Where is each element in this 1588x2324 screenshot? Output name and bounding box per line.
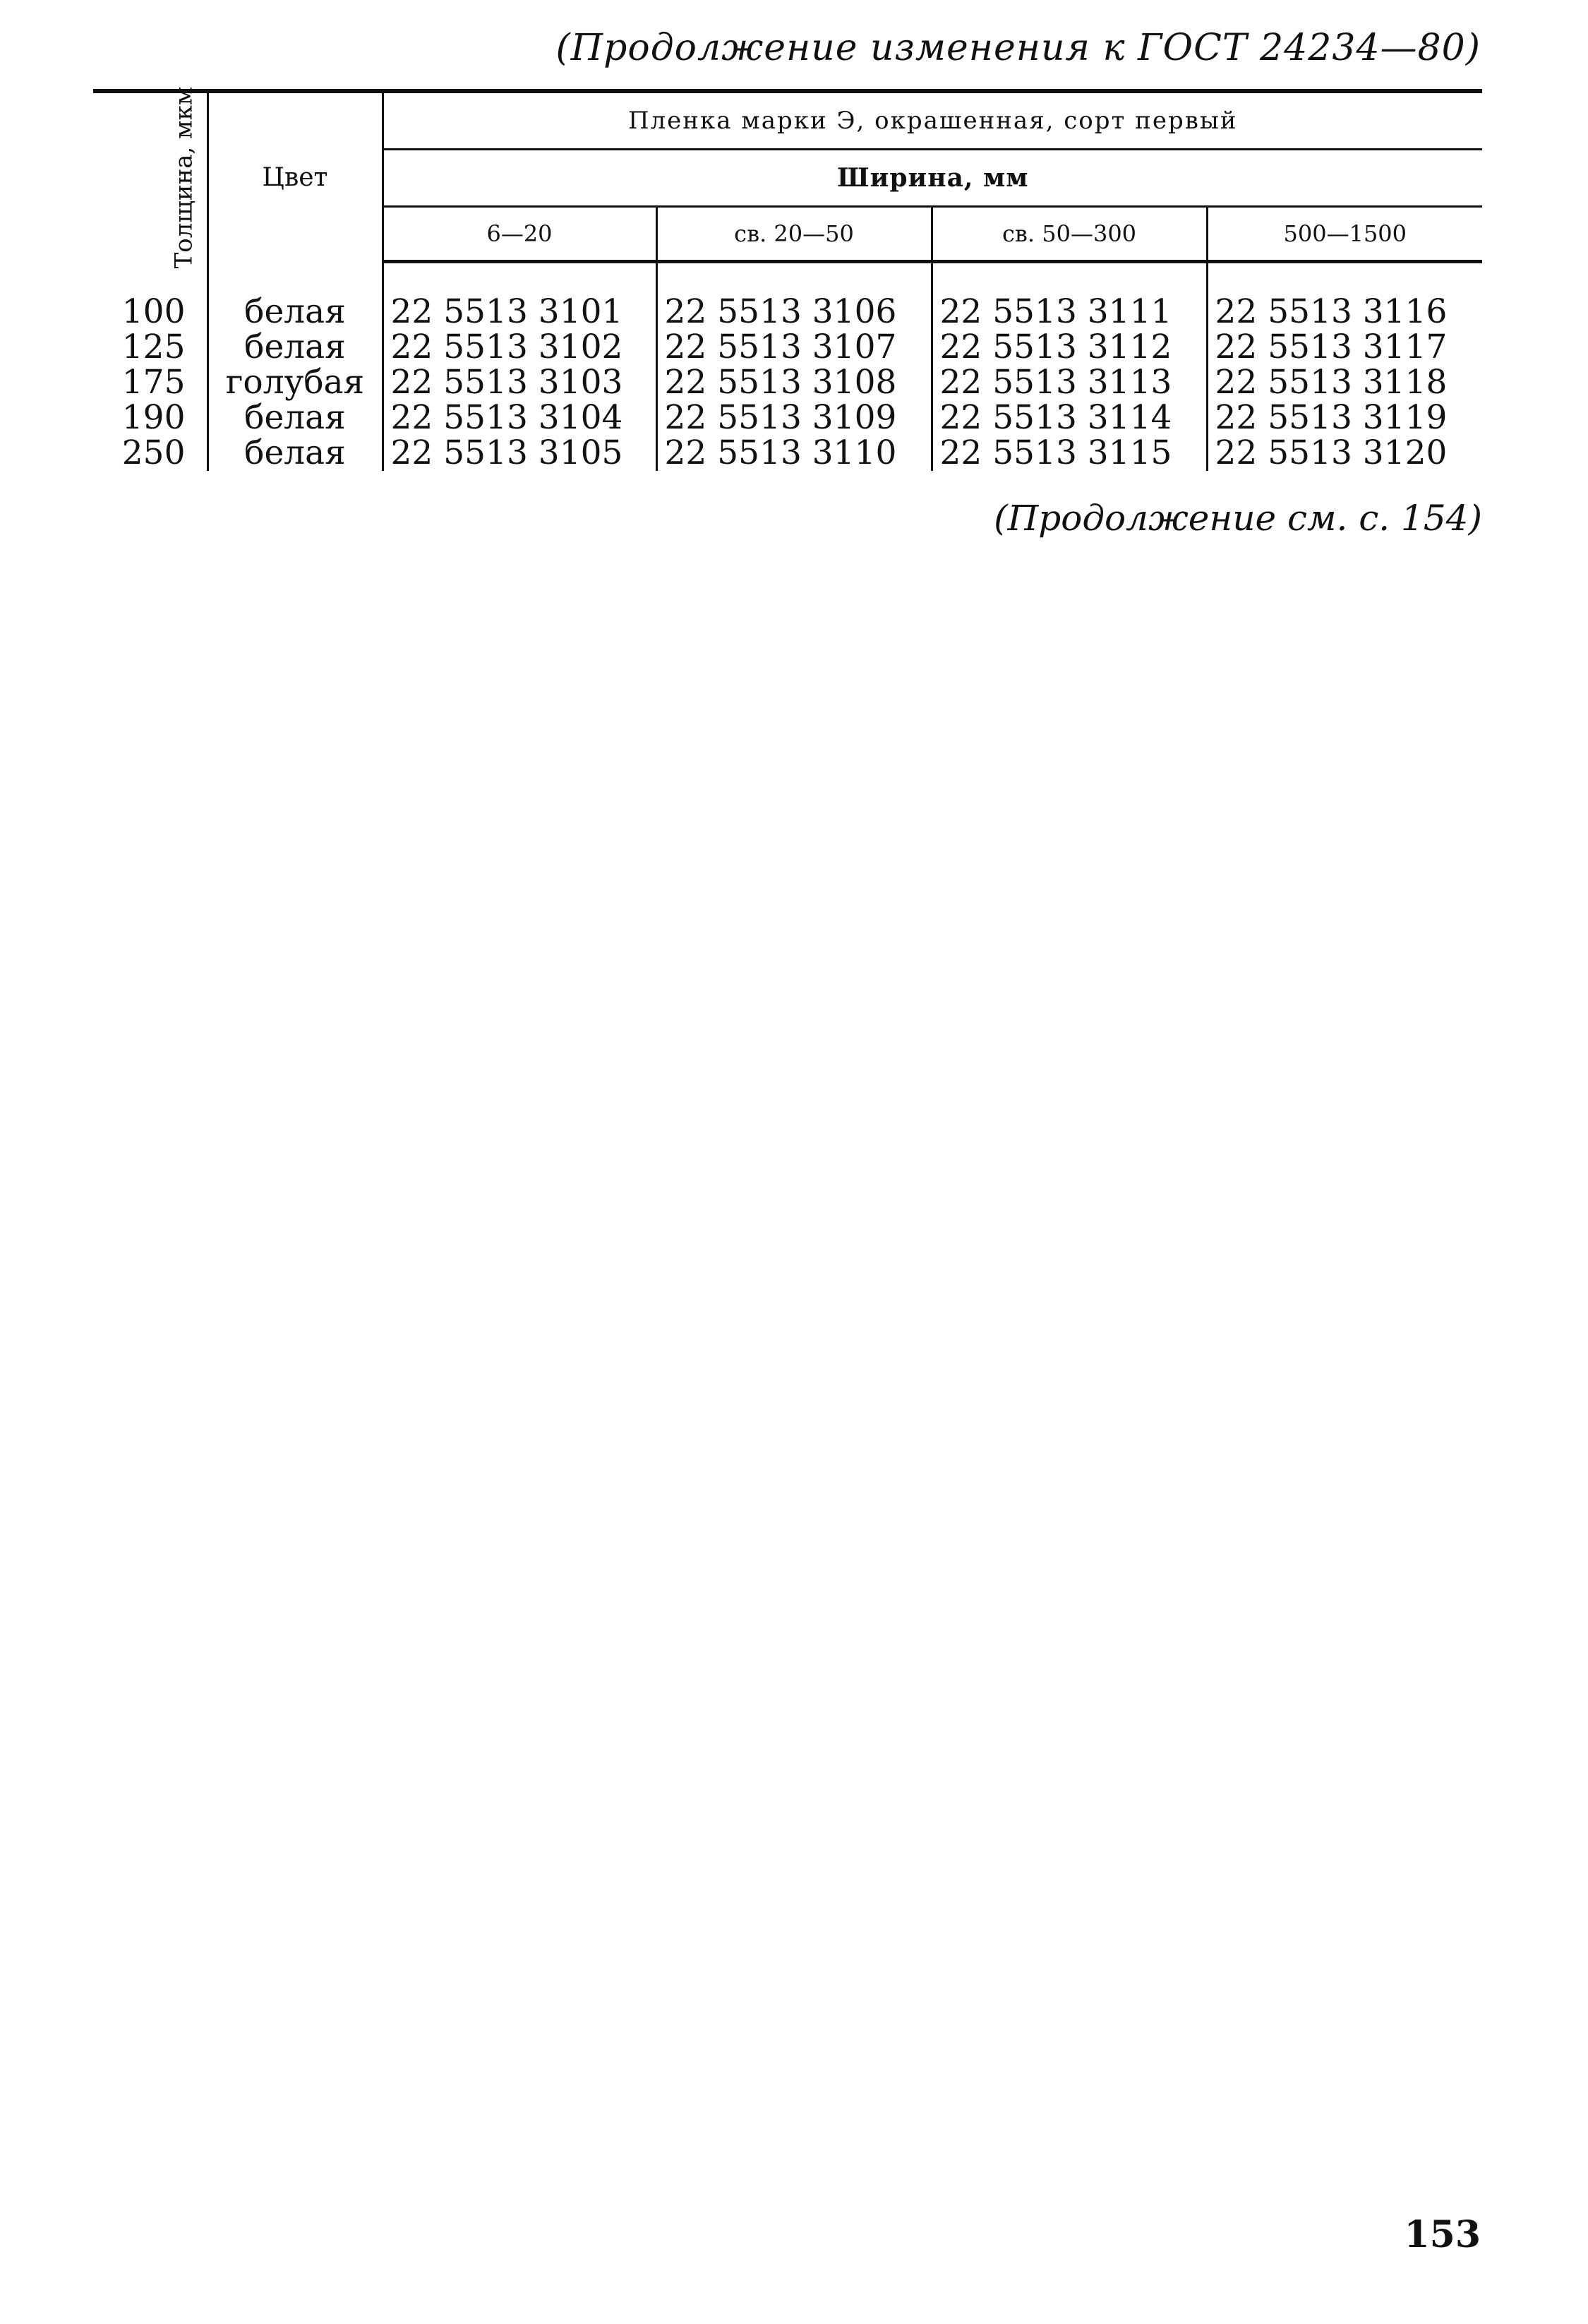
thickness-cell: 250 (93, 436, 207, 471)
product-code-cell: 22 5513 3114 (932, 400, 1207, 436)
table-row (93, 294, 1482, 330)
spacer-cell (932, 262, 1207, 295)
product-code-cell: 22 5513 3103 (383, 365, 656, 400)
product-code-cell: 22 5513 3102 (383, 330, 656, 365)
table-row (93, 365, 1482, 400)
color-cell: белая (207, 294, 383, 330)
header-thickness (93, 86, 207, 269)
product-code-cell: 22 5513 3107 (656, 330, 932, 365)
header-color: Цвет (207, 91, 383, 262)
running-head: (Продолжение изменения к ГОСТ 24234—80) (555, 27, 1481, 69)
header-width-range: 500—1500 (1207, 207, 1482, 262)
thickness-cell: 100 (93, 294, 207, 330)
header-film-grade: Пленка марки Э, окрашенная, сорт первый (383, 91, 1482, 150)
thickness-cell: 190 (93, 400, 207, 436)
product-code-cell: 22 5513 3119 (1215, 398, 1448, 437)
thickness-cell: 125 (93, 330, 207, 365)
header-width-range: 6—20 (383, 207, 656, 262)
product-code-table (93, 86, 1482, 472)
color-cell: голубая (207, 365, 383, 400)
product-code-cell: 22 5513 3118 (1215, 363, 1448, 402)
thickness-cell: 175 (93, 365, 207, 400)
product-code-cell: 22 5513 3113 (932, 365, 1207, 400)
product-code-cell: 22 5513 3105 (383, 436, 656, 471)
spacer-cell (1207, 262, 1482, 295)
product-code-cell: 22 5513 3120 (1215, 433, 1448, 472)
color-cell: белая (207, 436, 383, 471)
page-number: 153 (1404, 2213, 1481, 2256)
color-cell: белая (207, 400, 383, 436)
header-width: Ширина, мм (383, 150, 1482, 207)
product-code-cell: 22 5513 3115 (932, 436, 1207, 471)
spacer-cell (656, 262, 932, 295)
product-code-cell: 22 5513 3110 (656, 436, 932, 471)
product-code-cell: 22 5513 3106 (656, 294, 932, 330)
product-code-cell: 22 5513 3112 (932, 330, 1207, 365)
continuation-note: (Продолжение см. с. 154) (994, 498, 1482, 539)
table-row (93, 436, 1482, 471)
product-code-cell: 22 5513 3108 (656, 365, 932, 400)
spacer-cell (207, 262, 383, 295)
product-code-cell: 22 5513 3111 (932, 294, 1207, 330)
table-header (93, 86, 1482, 269)
header-width-range: св. 20—50 (656, 207, 932, 262)
color-cell: белая (207, 330, 383, 365)
product-code-cell: 22 5513 3109 (656, 400, 932, 436)
table-row (93, 400, 1482, 436)
header-width-range: св. 50—300 (932, 207, 1207, 262)
product-code-cell: 22 5513 3101 (383, 294, 656, 330)
product-code-cell: 22 5513 3104 (383, 400, 656, 436)
header-thickness-label: Толщина, мкм (169, 86, 198, 269)
table-row (93, 330, 1482, 365)
table-body (93, 262, 1482, 472)
product-code-cell: 22 5513 3117 (1215, 328, 1448, 366)
table-spacer-row (93, 262, 1482, 295)
product-code-table-wrapper (93, 86, 1482, 472)
spacer-cell (383, 262, 656, 295)
product-code-cell: 22 5513 3116 (1215, 292, 1448, 331)
